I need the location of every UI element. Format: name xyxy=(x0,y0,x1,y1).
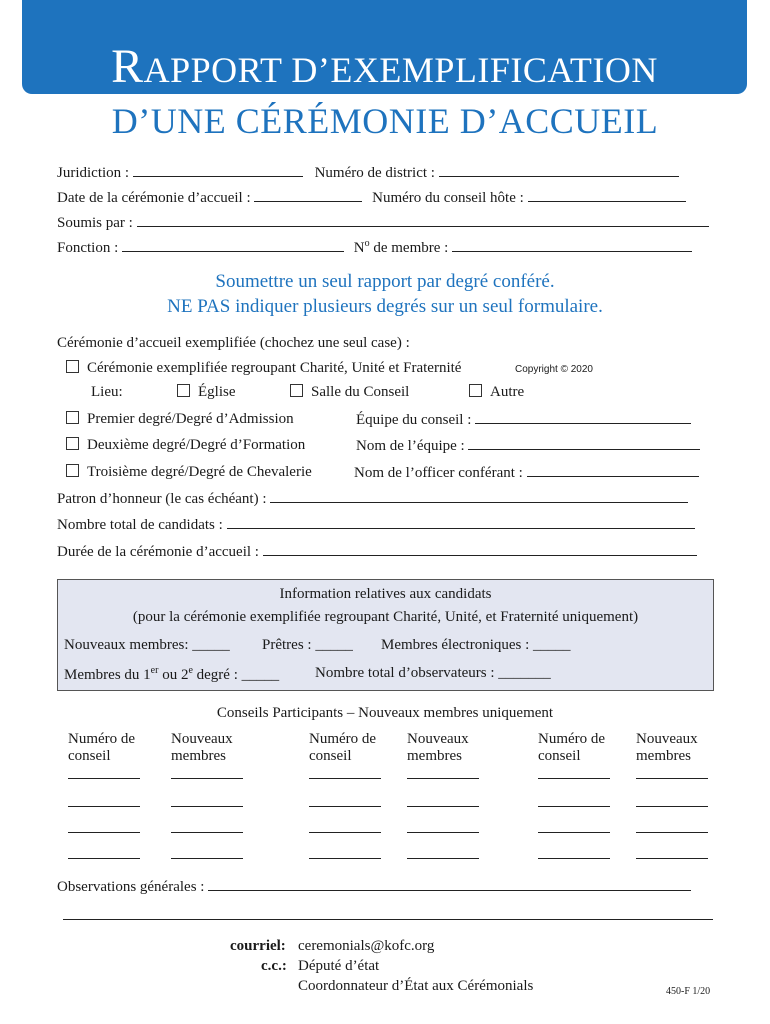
new-members-field[interactable] xyxy=(171,832,243,833)
lieu-label: Lieu: xyxy=(91,384,123,400)
duree-field[interactable] xyxy=(263,543,697,556)
nouveaux-membres-field[interactable]: Nouveaux membres: _____ xyxy=(64,637,230,653)
nom-officer-field[interactable] xyxy=(527,464,699,477)
date-field[interactable] xyxy=(254,189,362,202)
col-numero-1: Numéro de conseil xyxy=(68,731,136,764)
info-subtitle: (pour la cérémonie exemplifiée regroupant Charité, Unité, et Fraternité uniquement) xyxy=(132,609,639,625)
district-label: Numéro de district : xyxy=(314,165,435,181)
council-number-field[interactable] xyxy=(538,806,610,807)
juridiction-row xyxy=(57,164,679,182)
new-members-field[interactable] xyxy=(636,778,708,779)
host-council-field[interactable] xyxy=(528,189,686,202)
cc-label: c.c.: xyxy=(261,958,287,974)
new-members-field[interactable] xyxy=(407,806,479,807)
juridiction-label: Juridiction : xyxy=(57,165,130,181)
council-number-field[interactable] xyxy=(309,806,381,807)
new-members-field[interactable] xyxy=(636,858,708,859)
council-number-field[interactable] xyxy=(538,858,610,859)
observations-row: Observations générales : xyxy=(57,878,691,896)
autre-option: Autre xyxy=(469,384,524,401)
info-title: Information relatives aux candidats xyxy=(279,586,492,602)
member-no-field[interactable] xyxy=(452,239,692,252)
council-number-field[interactable] xyxy=(68,806,140,807)
nom-officer-row: Nom de l’officer conférant : xyxy=(354,464,699,482)
col-nouveaux-1: Nouveaux membres xyxy=(171,731,233,764)
notice-line2: NE PAS indiquer plusieurs degrés sur un seul formulaire. xyxy=(167,296,603,317)
new-members-field[interactable] xyxy=(636,806,708,807)
notice-line1: Soumettre un seul rapport par degré conféré. xyxy=(215,271,555,292)
deg1-checkbox[interactable] xyxy=(66,411,79,424)
nom-equipe-row: Nom de l’équipe : xyxy=(356,437,700,455)
date-row xyxy=(57,189,686,207)
option-all-checkbox[interactable] xyxy=(66,360,79,373)
duree-row: Durée de la cérémonie d’accueil : xyxy=(57,543,697,561)
council-number-field[interactable] xyxy=(538,832,610,833)
deg2-row: Deuxième degré/Degré d’Formation xyxy=(66,437,305,454)
council-number-field[interactable] xyxy=(538,778,610,779)
patron-field[interactable] xyxy=(270,490,688,503)
total-candidats-row: Nombre total de candidats : xyxy=(57,516,695,534)
option-all-label: Cérémonie exemplifiée regroupant Charité, Unité et Fraternité xyxy=(87,360,462,376)
council-number-field[interactable] xyxy=(309,832,381,833)
electroniques-field[interactable]: Membres électroniques : _____ xyxy=(381,637,571,653)
host-council-label: Numéro du conseil hôte : xyxy=(372,190,524,206)
observations-field[interactable] xyxy=(208,878,691,891)
observations-line2[interactable] xyxy=(63,919,713,920)
member-no-label: $N^o$ de membre : xyxy=(353,238,449,256)
function-row xyxy=(57,238,692,257)
courriel-label: courriel: xyxy=(230,938,286,954)
submitted-label: Soumis par : xyxy=(57,215,133,231)
autre-checkbox[interactable] xyxy=(469,384,482,397)
title-banner xyxy=(22,0,747,94)
equipe-conseil-row: Équipe du conseil : xyxy=(356,411,691,429)
option-all-row xyxy=(66,360,461,377)
title-line1: RAPPORT D’EXEMPLIFICATION xyxy=(111,40,658,93)
council-number-field[interactable] xyxy=(68,778,140,779)
council-number-field[interactable] xyxy=(309,858,381,859)
deg3-checkbox[interactable] xyxy=(66,464,79,477)
col-numero-3: Numéro de conseil xyxy=(538,731,606,764)
new-members-field[interactable] xyxy=(407,832,479,833)
nom-equipe-field[interactable] xyxy=(468,437,700,450)
membres-degre-field[interactable]: Membres du 1er ou 2e degré : _____ xyxy=(64,665,280,683)
total-candidats-field[interactable] xyxy=(227,516,695,529)
form-code: 450-F 1/20 xyxy=(666,986,711,997)
eglise-checkbox[interactable] xyxy=(177,384,190,397)
new-members-field[interactable] xyxy=(171,858,243,859)
deg2-checkbox[interactable] xyxy=(66,437,79,450)
candidate-info-box xyxy=(57,579,714,691)
participants-title: Conseils Participants – Nouveaux membres uniquement xyxy=(216,705,554,721)
col-nouveaux-3: Nouveaux membres xyxy=(636,731,698,764)
new-members-field[interactable] xyxy=(407,778,479,779)
council-number-field[interactable] xyxy=(68,832,140,833)
pretres-field[interactable]: Prêtres : _____ xyxy=(262,637,353,653)
equipe-conseil-field[interactable] xyxy=(475,411,691,424)
courriel-value[interactable]: ceremonials@kofc.org xyxy=(298,938,435,954)
cc-value1: Député d’état xyxy=(298,958,380,974)
deg1-row: Premier degré/Degré d’Admission xyxy=(66,411,294,428)
juridiction-field[interactable] xyxy=(133,164,303,177)
new-members-field[interactable] xyxy=(407,858,479,859)
eglise-option: Église xyxy=(177,384,236,401)
district-field[interactable] xyxy=(439,164,679,177)
function-label: Fonction : xyxy=(57,240,119,256)
salle-option: Salle du Conseil xyxy=(290,384,409,401)
col-numero-2: Numéro de conseil xyxy=(309,731,377,764)
patron-row: Patron d’honneur (le cas échéant) : xyxy=(57,490,688,508)
function-field[interactable] xyxy=(122,239,344,252)
new-members-field[interactable] xyxy=(636,832,708,833)
date-label: Date de la cérémonie d’accueil : xyxy=(57,190,251,206)
copyright: Copyright © 2020 xyxy=(515,364,593,375)
new-members-field[interactable] xyxy=(171,778,243,779)
council-number-field[interactable] xyxy=(68,858,140,859)
council-number-field[interactable] xyxy=(309,778,381,779)
submitted-row xyxy=(57,214,709,232)
submitted-field[interactable] xyxy=(137,214,709,227)
cc-value2: Coordonnateur d’État aux Cérémonials xyxy=(298,978,534,994)
new-members-field[interactable] xyxy=(171,806,243,807)
deg3-row: Troisième degré/Degré de Chevalerie xyxy=(66,464,312,481)
ceremony-heading: Cérémonie d’accueil exemplifiée (chochez une seul case) : xyxy=(57,335,410,351)
observateurs-field[interactable]: Nombre total d’observateurs : _______ xyxy=(315,665,551,681)
col-nouveaux-2: Nouveaux membres xyxy=(407,731,469,764)
salle-checkbox[interactable] xyxy=(290,384,303,397)
title-line2: D’UNE CÉRÉMONIE D’ACCUEIL xyxy=(111,101,659,141)
